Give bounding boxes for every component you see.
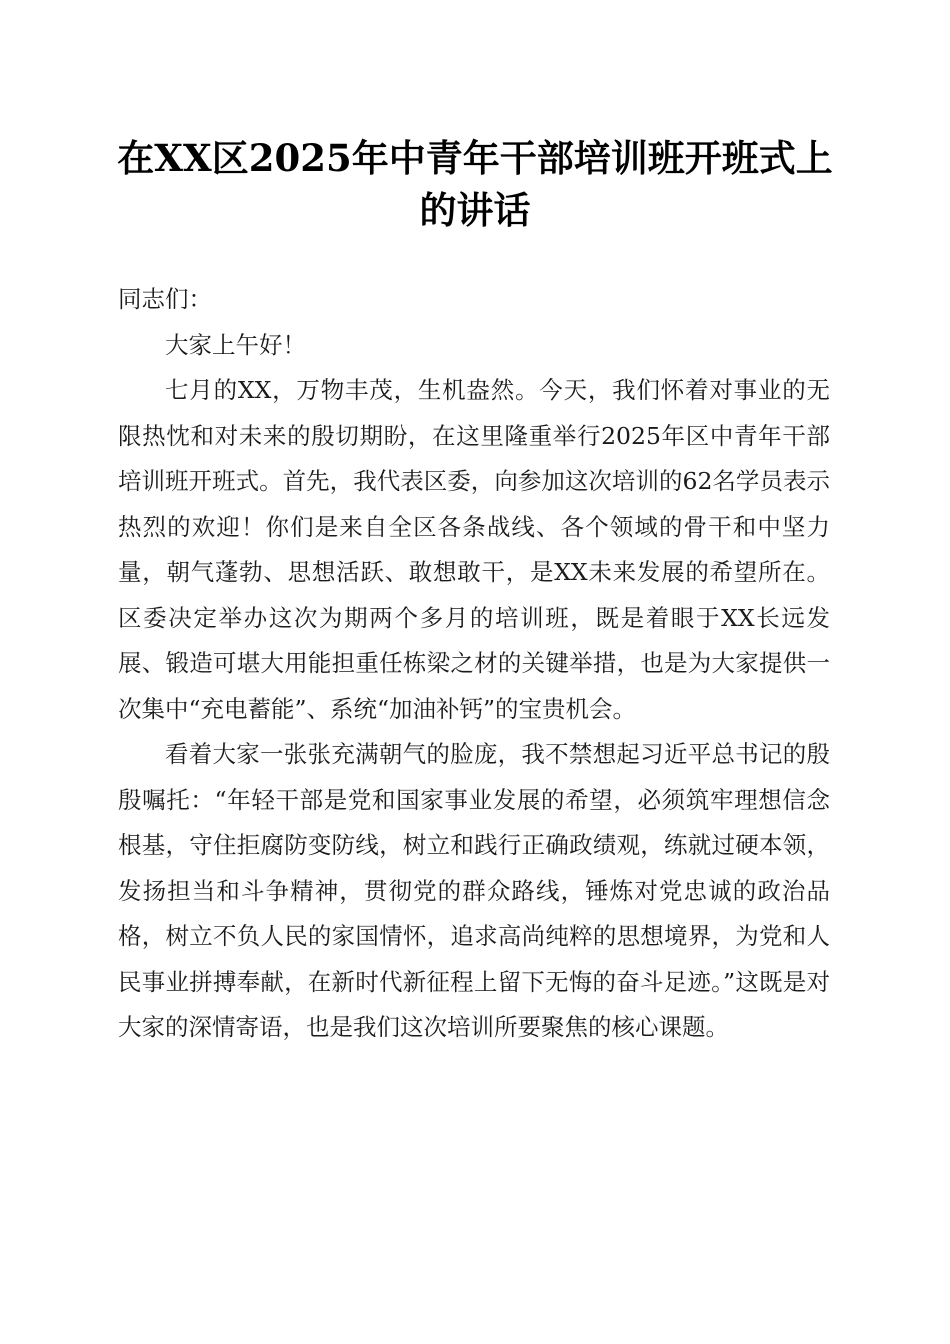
document-title: 在XX区2025年中青年干部培训班开班式上的讲话 <box>117 136 833 232</box>
salutation: 同志们： <box>118 285 212 313</box>
body-paragraph: 七月的XX，万物丰茂，生机盎然。今天，我们怀着对事业的无限热忱和对未来的殷切期盼，在这里隆重举行2025年区中青年干部培训班开班式。首先，我代表区委，向参加这次培训的62名学员表示热烈的欢迎！你们是来自全区各条战线、各个领域的骨干和中坚力量，朝气蓬勃、思想活跃、敢想敢干，是XX未来发展的希望所在。区委决定举办这次为期两个多月的培训班，既是着眼于XX长远发展、锻造可堪大用能担重任栋梁之材的关键举措，也是为大家提供一次集中“充电蓄能”、系统“加油补钙”的宝贵机会。 <box>118 376 830 723</box>
greeting: 大家上午好！ <box>165 330 306 359</box>
body-paragraph: 看着大家一张张充满朝气的脸庞，我不禁想起习近平总书记的殷殷嘱托：“年轻干部是党和国家事业发展的希望，必须筑牢理想信念根基，守住拒腐防变防线，树立和践行正确政绩观，练就过硬本领，发扬担当和斗争精神，贯彻党的群众路线，锤炼对党忠诚的政治品格，树立不负人民的家国情怀，追求高尚纯粹的思想境界，为党和人民事业拼搏奉献，在新时代新征程上留下无悔的奋斗足迹。”这既是对大家的深情寄语，也是我们这次培训所要聚焦的核心课题。 <box>118 740 830 1041</box>
document-body <box>118 277 830 1051</box>
